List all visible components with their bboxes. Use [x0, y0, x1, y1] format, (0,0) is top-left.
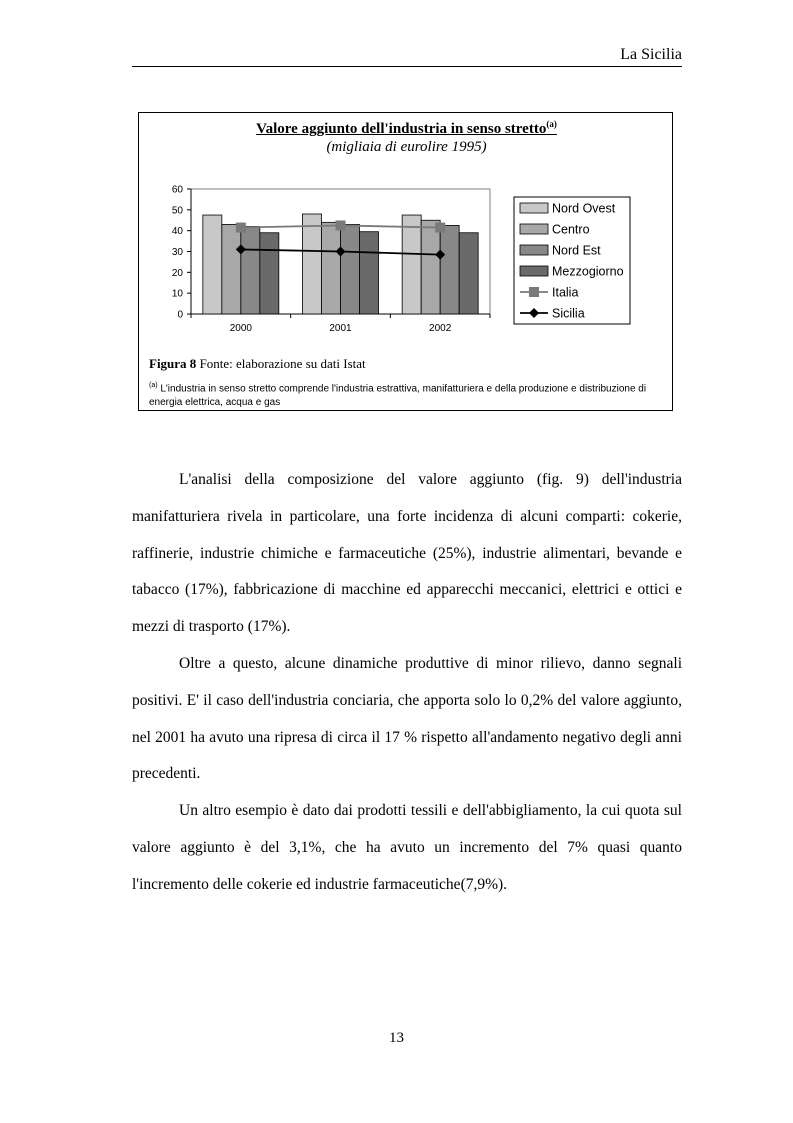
figure-box: [138, 112, 673, 411]
bar: [322, 222, 341, 314]
legend-label: Nord Ovest: [552, 201, 616, 216]
data-point: [435, 223, 445, 233]
bar: [203, 215, 222, 314]
legend-swatch: [520, 266, 548, 276]
data-point: [336, 220, 346, 230]
y-tick-label: 20: [171, 267, 183, 279]
paragraph: Un altro esempio è dato dai prodotti tessili e dell'abbigliamento, la cui quota sul valore aggiunto è del 3,1%, che ha avuto un incremento del 7% quasi quanto l'incremento delle cokerie ed industrie farmaceutiche(7,9%).: [132, 802, 682, 893]
footnote-text: L'industria in senso stretto comprende l'industria estrattiva, manifatturiera e della produzione e distribuzione di energia elettrica, acqua e gas: [149, 383, 647, 409]
legend-label: Nord Est: [552, 243, 601, 258]
bar: [241, 227, 260, 315]
y-tick-label: 50: [171, 205, 183, 217]
x-tick-label: 2001: [329, 323, 352, 334]
legend-marker: [529, 287, 539, 297]
bar: [222, 224, 241, 314]
bar: [459, 233, 478, 314]
y-tick-label: 10: [171, 288, 183, 300]
bar: [303, 214, 322, 314]
figure-footnote: [149, 379, 664, 410]
legend-swatch: [520, 203, 548, 213]
paragraph: Oltre a questo, alcune dinamiche produttive di minor rilievo, danno segnali positivi. E' il caso dell'industria conciaria, che apporta solo lo 0,2% del valore aggiunto, nel 2001 ha avuto una ripresa di circa il 17 % rispetto all'andamento negativo degli anni precedenti.: [132, 654, 682, 783]
x-tick-label: 2002: [429, 323, 452, 334]
legend-label: Italia: [552, 285, 579, 300]
header-rule: [132, 66, 682, 67]
y-tick-label: 0: [177, 309, 183, 321]
y-tick-label: 30: [171, 247, 183, 258]
legend-label: Mezzogiorno: [552, 264, 624, 279]
bar: [440, 225, 459, 314]
figure-caption-label: Figura 8: [149, 356, 197, 371]
legend-box: [514, 197, 630, 324]
chart: [139, 113, 674, 353]
y-tick-label: 40: [171, 226, 183, 238]
running-header: La Sicilia: [620, 46, 682, 63]
page-number: 13: [389, 1030, 404, 1046]
x-tick-label: 2000: [229, 323, 252, 334]
bar: [341, 224, 360, 314]
data-point: [236, 223, 246, 233]
y-tick-label: 60: [171, 184, 183, 196]
paragraph: L'analisi della composizione del valore aggiunto (fig. 9) dell'industria manifatturiera rivela in particolare, una forte incidenza di alcuni comparti: cokerie, raffinerie, industrie chimiche e farmaceutiche (25%), industrie alimentari, bevande e tabacco (17%), fabbricazione di macchine ed apparecchi meccanici, elettrici e ottici e mezzi di trasporto (17%).: [132, 471, 682, 636]
figure-caption-text: Fonte: elaborazione su dati Istat: [196, 356, 366, 371]
bar: [421, 220, 440, 314]
legend-swatch: [520, 245, 548, 255]
legend-label: Centro: [552, 222, 590, 237]
chart-subtitle: (migliaia di eurolire 1995): [326, 139, 487, 155]
bar: [260, 233, 279, 314]
legend-label: Sicilia: [552, 306, 585, 321]
chart-title-text: Valore aggiunto dell'industria in senso stretto: [256, 121, 547, 137]
figure-caption: [149, 356, 366, 372]
legend-swatch: [520, 224, 548, 234]
chart-title-sup: (a): [546, 119, 557, 129]
footnote-mark: (a): [149, 382, 158, 389]
bar: [360, 232, 379, 314]
bar: [402, 215, 421, 314]
body-text: [132, 462, 682, 904]
